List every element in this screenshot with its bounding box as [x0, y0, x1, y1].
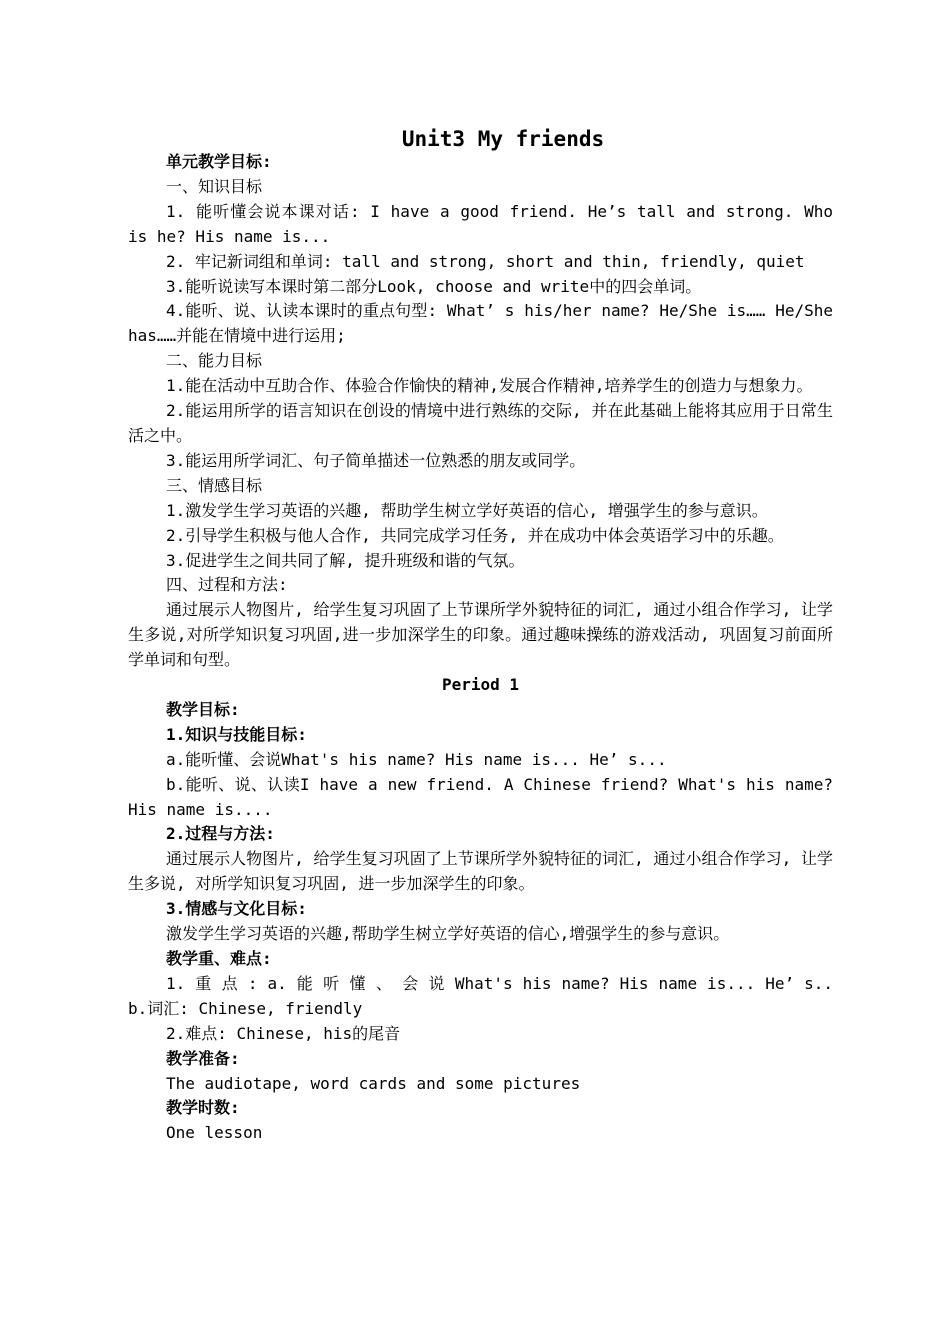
- ability-item-1: 1.能在活动中互助合作、体验合作愉快的精神,发展合作精神,培养学生的创造力与想象力。: [166, 376, 813, 396]
- teaching-goal-heading: 教学目标:: [166, 699, 240, 719]
- process-heading: 2.过程与方法:: [166, 824, 275, 844]
- method-paragraph: 通过展示人物图片, 给学生复习巩固了上节课所学外貌特征的词汇, 通过小组合作学习, 让学生多说,对所学知识复习巩固,进一步加深学生的印象。通过趣味操练的游戏活动, 巩固复习前面所学单词和句型。: [128, 600, 833, 670]
- culture-paragraph: 激发学生学习英语的兴趣,帮助学生树立学好英语的信心,增强学生的参与意识。: [166, 924, 730, 944]
- knowledge-item-2: 2. 牢记新词组和单词: tall and strong, short and thin, friendly, quiet: [166, 251, 805, 271]
- section-ability-heading: 二、能力目标: [166, 351, 263, 371]
- lesson-time-heading: 教学时数:: [166, 1098, 240, 1118]
- document-title: Unit3 My friends: [401, 127, 605, 151]
- section-knowledge-heading: 一、知识目标: [166, 176, 263, 196]
- document-body: [128, 150, 833, 1146]
- knowledge-item-1: 1. 能听懂会说本课对话: I have a good friend. He’s tall and strong. Who is he? His name is...: [128, 201, 833, 246]
- skill-goal-heading: 1.知识与技能目标:: [166, 724, 307, 744]
- lesson-time-text: One lesson: [166, 1123, 263, 1143]
- key-point-2: 2.难点: Chinese, his的尾音: [166, 1023, 401, 1043]
- preparation-heading: 教学准备:: [166, 1048, 240, 1068]
- skill-item-a: a.能听懂、会说What's his name? His name is... He’ s...: [166, 749, 667, 769]
- knowledge-item-4: 4.能听、说、认读本课时的重点句型: What’ s his/her name? He/She is…… He/She has……并能在情境中进行运用;: [128, 301, 833, 346]
- section-emotion-heading: 三、情感目标: [166, 475, 263, 495]
- period-heading: Period 1: [441, 675, 520, 695]
- ability-item-3: 3.能运用所学词汇、句子简单描述一位熟悉的朋友或同学。: [166, 450, 586, 470]
- section-method-heading: 四、过程和方法:: [166, 575, 288, 595]
- emotion-item-1: 1.激发学生学习英语的兴趣, 帮助学生树立学好英语的信心, 增强学生的参与意识。: [166, 500, 768, 520]
- emotion-item-2: 2.引导学生积极与他人合作, 共同完成学习任务, 并在成功中体会英语学习中的乐趣。: [166, 525, 784, 545]
- ability-item-2: 2.能运用所学的语言知识在创设的情境中进行熟练的交际, 并在此基础上能将其应用于日常生活之中。: [128, 401, 833, 445]
- culture-goal-heading: 3.情感与文化目标:: [166, 899, 307, 919]
- key-point-1: 1. 重 点 : a. 能 听 懂 、 会 说 What's his name? His name is... He’ s.. b.词汇: Chinese, friendly: [128, 973, 833, 1018]
- emotion-item-3: 3.促进学生之间共同了解, 提升班级和谐的气氛。: [166, 550, 525, 570]
- key-points-heading: 教学重、难点:: [166, 949, 272, 968]
- preparation-text: The audiotape, word cards and some pictures: [166, 1073, 581, 1093]
- unit-goal-heading: 单元教学目标:: [166, 152, 272, 171]
- knowledge-item-3: 3.能听说读写本课时第二部分Look, choose and write中的四会单词。: [166, 276, 702, 296]
- process-paragraph: 通过展示人物图片, 给学生复习巩固了上节课所学外貌特征的词汇, 通过小组合作学习, 让学生多说, 对所学知识复习巩固, 进一步加深学生的印象。: [128, 849, 833, 894]
- skill-item-b: b.能听、说、认读I have a new friend. A Chinese friend? What's his name? His name is....: [128, 774, 833, 819]
